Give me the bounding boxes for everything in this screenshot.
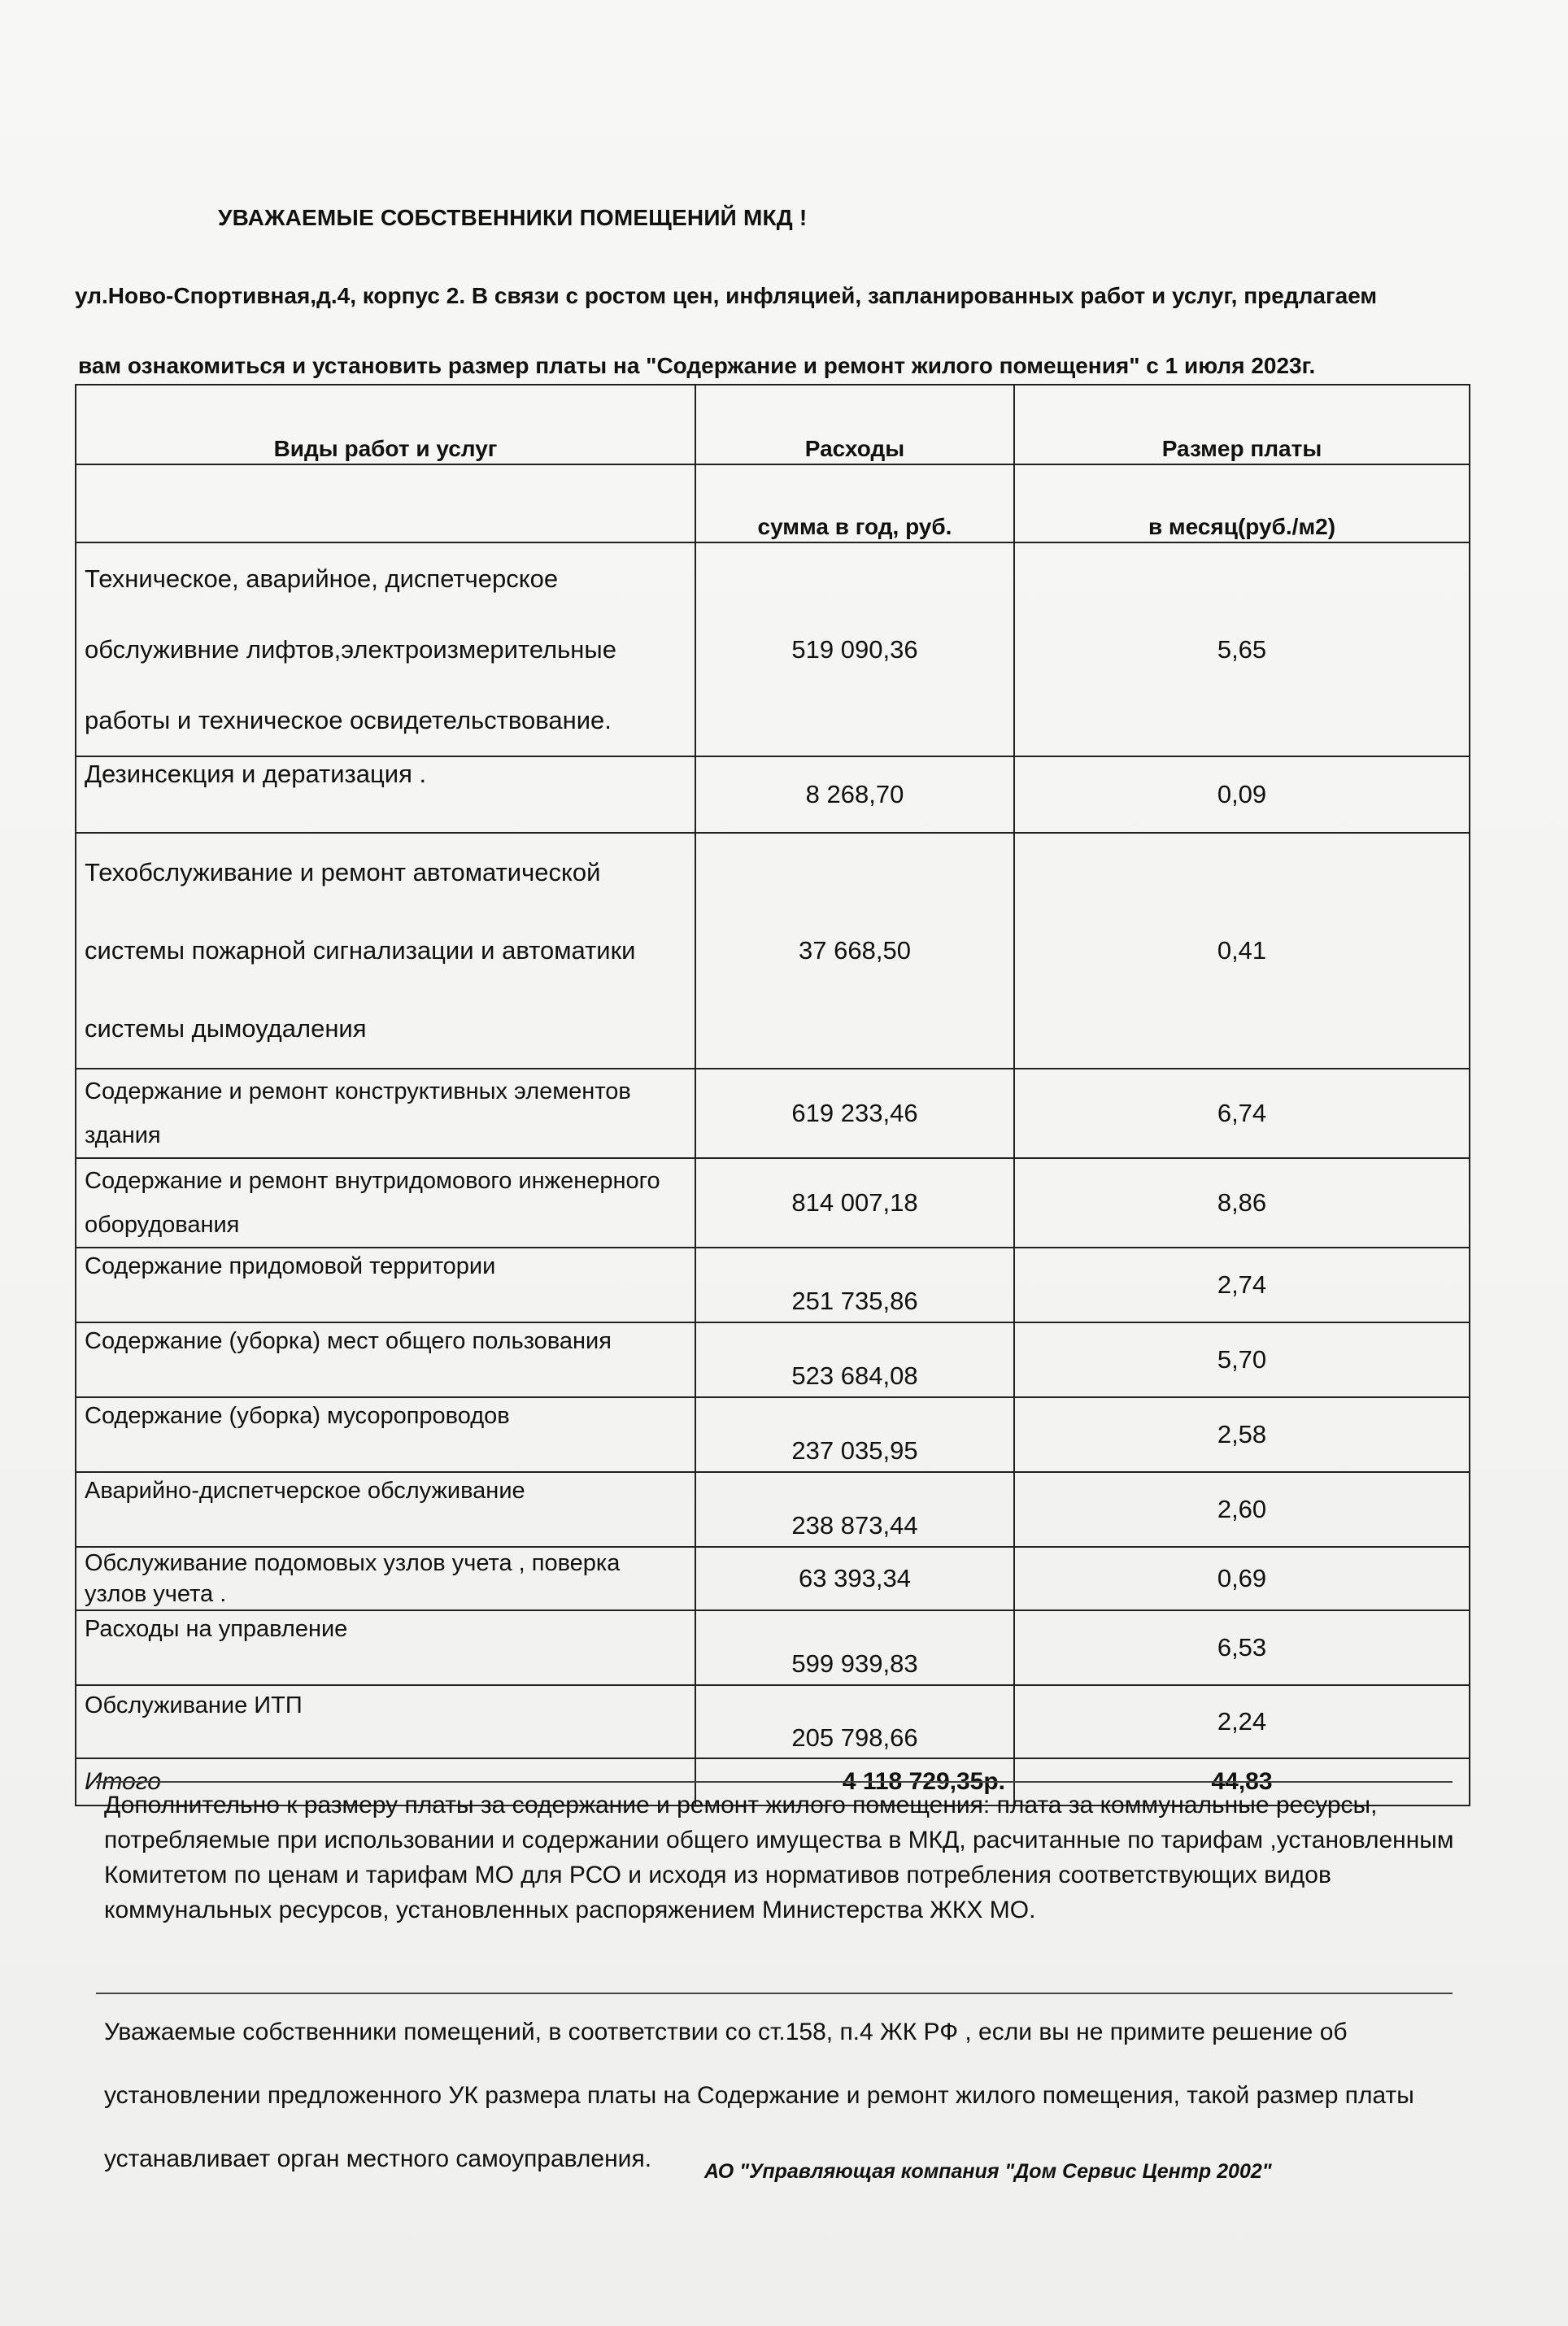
table-row (76, 1685, 1470, 1758)
total-annual-sum: 4 118 729,35р. (695, 1758, 1014, 1805)
row-service-name: Содержание (уборка) мест общего пользования (76, 1322, 695, 1397)
row-monthly-rate: 0,09 (1014, 756, 1470, 833)
row-service-name: Расходы на управление (76, 1610, 695, 1685)
row-monthly-rate: 2,74 (1014, 1248, 1470, 1322)
row-service-name: Техническое, аварийное, диспетчерское обслуживние лифтов,электроизмерительные работы и техническое освидетельствование. (76, 542, 695, 756)
table-subheader-row (76, 464, 1470, 542)
row-monthly-rate: 5,65 (1014, 542, 1470, 756)
row-monthly-rate: 6,53 (1014, 1610, 1470, 1685)
row-service-name: Обслуживание подомовых узлов учета , поверка узлов учета . (76, 1547, 695, 1610)
row-annual-sum: 37 668,50 (695, 833, 1014, 1069)
row-annual-sum: 237 035,95 (695, 1397, 1014, 1472)
table-row (76, 833, 1470, 1069)
row-annual-sum: 251 735,86 (695, 1248, 1014, 1322)
table-row (76, 1248, 1470, 1322)
header-fee: Размер платы (1014, 385, 1470, 464)
total-monthly-rate: 44,83 (1014, 1758, 1470, 1805)
row-annual-sum: 63 393,34 (695, 1547, 1014, 1610)
row-annual-sum: 599 939,83 (695, 1610, 1014, 1685)
row-service-name: Дезинсекция и дератизация . (76, 756, 695, 833)
row-service-name: Аварийно-диспетчерское обслуживание (76, 1472, 695, 1547)
row-monthly-rate: 2,60 (1014, 1472, 1470, 1547)
table-row (76, 1158, 1470, 1248)
row-service-name: Содержание и ремонт конструктивных элементов здания (76, 1069, 695, 1158)
row-monthly-rate: 2,58 (1014, 1397, 1470, 1472)
intro-line-2: вам ознакомиться и установить размер платы на "Содержание и ремонт жилого помещения" с 1 июля 2023г. (78, 353, 1316, 378)
row-monthly-rate: 5,70 (1014, 1322, 1470, 1397)
row-monthly-rate: 8,86 (1014, 1158, 1470, 1248)
row-monthly-rate: 0,41 (1014, 833, 1470, 1069)
table-row (76, 1472, 1470, 1547)
table-row (76, 1547, 1470, 1610)
row-annual-sum: 619 233,46 (695, 1069, 1014, 1158)
row-service-name: Содержание (уборка) мусоропроводов (76, 1397, 695, 1472)
row-service-name: Содержание и ремонт внутридомового инженерного оборудования (76, 1158, 695, 1248)
divider-line (96, 1781, 1453, 1783)
row-monthly-rate: 0,69 (1014, 1547, 1470, 1610)
table-row (76, 1322, 1470, 1397)
total-label: Итого (76, 1758, 695, 1805)
table-row (76, 756, 1470, 833)
row-annual-sum: 205 798,66 (695, 1685, 1014, 1758)
table-row (76, 1610, 1470, 1685)
row-annual-sum: 523 684,08 (695, 1322, 1014, 1397)
owners-note: Уважаемые собственники помещений, в соответствии со ст.158, п.4 ЖК РФ , если вы не примите решение об установлении предложенного УК размера платы на Содержание и ремонт жилого помещения, такой размер платы устанавливает орган местного самоуправления. (104, 2019, 1414, 2172)
header-expenses: Расходы (695, 385, 1014, 464)
row-monthly-rate: 6,74 (1014, 1069, 1470, 1158)
header-services: Виды работ и услуг (76, 385, 695, 464)
table-row (76, 1069, 1470, 1158)
intro-line-1: ул.Ново-Спортивная,д.4, корпус 2. В связи с ростом цен, инфляцией, запланированных работ и услуг, предлагаем (75, 283, 1378, 308)
row-annual-sum: 519 090,36 (695, 542, 1014, 756)
subheader-fee: в месяц(руб./м2) (1014, 464, 1470, 542)
company-signature: АО "Управляющая компания "Дом Сервис Центр 2002" (704, 2160, 1272, 2183)
row-annual-sum: 8 268,70 (695, 756, 1014, 833)
additional-note: Дополнительно к размеру платы за содержание и ремонт жилого помещения: плата за коммунальные ресурсы, потребляемые при использовании и содержании общего имущества в МКД, расчитанные по тарифам ,установленным Комитетом по ценам и тарифам МО для РСО и исходя из нормативов потребления соответствующих видов коммунальных ресурсов, установленных распоряжением Министерства ЖКХ МО. (104, 1792, 1454, 1923)
divider-line (96, 1993, 1453, 1994)
table-row (76, 542, 1470, 756)
row-annual-sum: 238 873,44 (695, 1472, 1014, 1547)
document-heading: УВАЖАЕМЫЕ СОБСТВЕННИКИ ПОМЕЩЕНИЙ МКД ! (218, 205, 808, 230)
subheader-empty (76, 464, 695, 542)
row-service-name: Техобслуживание и ремонт автоматической системы пожарной сигнализации и автоматики системы дымоудаления (76, 833, 695, 1069)
row-annual-sum: 814 007,18 (695, 1158, 1014, 1248)
row-monthly-rate: 2,24 (1014, 1685, 1470, 1758)
table-header-row (76, 385, 1470, 464)
fees-table (75, 384, 1470, 1806)
table-row (76, 1397, 1470, 1472)
row-service-name: Обслуживание ИТП (76, 1685, 695, 1758)
row-service-name: Содержание придомовой территории (76, 1248, 695, 1322)
subheader-expenses: сумма в год, руб. (695, 464, 1014, 542)
